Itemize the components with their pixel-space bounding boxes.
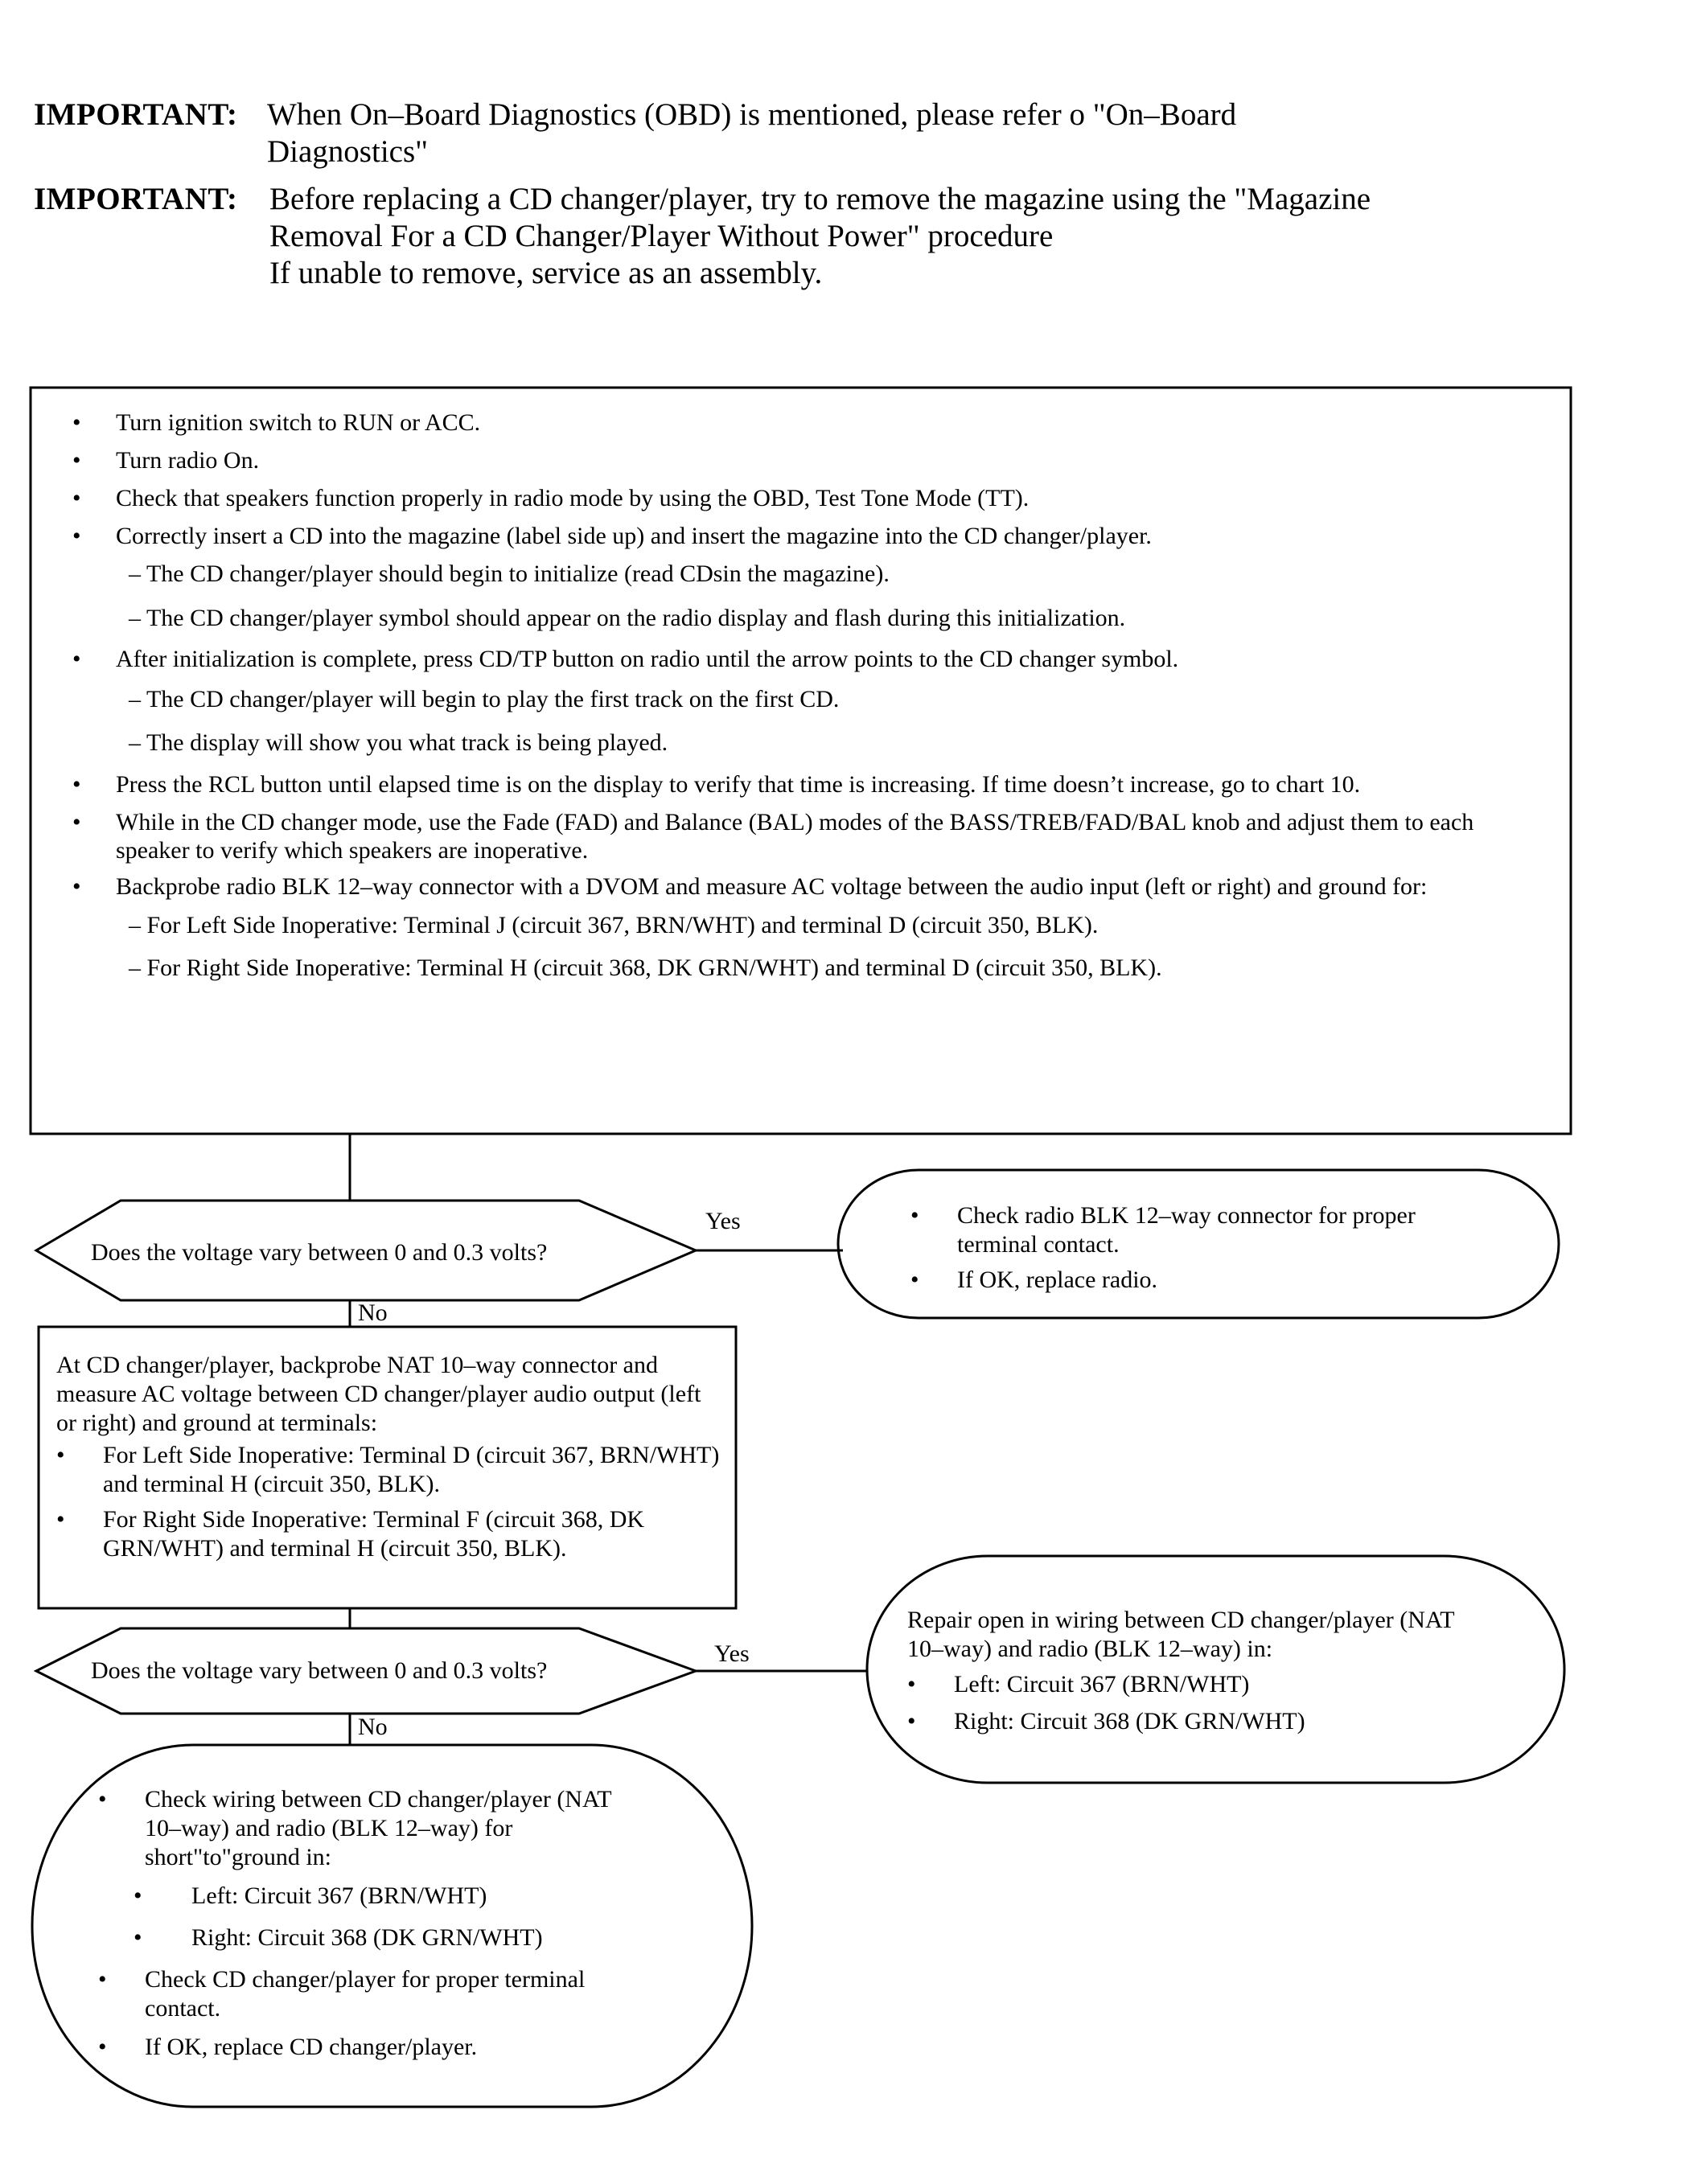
important-label: IMPORTANT: [34, 182, 238, 216]
procedure-step: • After initialization is complete, press CD/TP button on radio until the arrow points to the CD changer symbol. [79, 645, 1527, 673]
result-yes2-text [907, 1606, 1470, 1736]
procedure-substep: – The CD changer/player will begin to play the first track on the first CD. [129, 686, 840, 712]
notice-line: Before replacing a CD changer/player, try to remove the magazine using the "Magazine [269, 182, 1371, 216]
procedure-step: • Backprobe radio BLK 12–way connector with a DVOM and measure AC voltage between the audio input (left or right) and ground for: [79, 872, 1527, 901]
result-yes1-text [910, 1201, 1490, 1295]
result-item: • Check wiring between CD changer/player (NAT 10–way) and radio (BLK 12–way) for short"to"ground in: [98, 1785, 645, 1872]
result-item: • Right: Circuit 368 (DK GRN/WHT) [907, 1707, 1470, 1736]
procedure-substep: – The display will show you what track is being played. [129, 729, 668, 756]
decision1-question: Does the voltage vary between 0 and 0.3 volts? [91, 1239, 548, 1266]
important-label: IMPORTANT: [34, 97, 238, 132]
important-text [269, 181, 1572, 292]
result-item: • Check radio BLK 12–way connector for proper terminal contact. [910, 1201, 1490, 1259]
step2-item: • For Left Side Inoperative: Terminal D (circuit 367, BRN/WHT) and terminal H (circuit 350, BLK). [56, 1441, 724, 1499]
procedure-step: • Turn ignition switch to RUN or ACC. [79, 408, 1527, 437]
decision2-no-label: No [358, 1714, 388, 1740]
procedure-step: • While in the CD changer mode, use the Fade (FAD) and Balance (BAL) modes of the BASS/TREB/FAD/BAL knob and adjust them to each speaker to verify which speakers are inoperative. [79, 808, 1527, 864]
important-text [267, 96, 1570, 170]
result-yes2-intro: Repair open in wiring between CD changer/player (NAT 10–way) and radio (BLK 12–way) in: [907, 1607, 1455, 1662]
step2-item: • For Right Side Inoperative: Terminal F (circuit 368, DK GRN/WHT) and terminal H (circuit 350, BLK). [56, 1505, 724, 1563]
decision1-yes-label: Yes [705, 1208, 741, 1234]
step2-text [56, 1351, 724, 1563]
procedure-substep: – For Left Side Inoperative: Terminal J (circuit 367, BRN/WHT) and terminal D (circuit 350, BLK). [129, 912, 1099, 938]
notice-line: When On–Board Diagnostics (OBD) is mentioned, please refer o "On–Board [267, 97, 1237, 132]
result-item: • Left: Circuit 367 (BRN/WHT) [907, 1670, 1470, 1699]
result-item: • If OK, replace radio. [910, 1266, 1490, 1295]
result-item: • Check CD changer/player for proper terminal contact. [98, 1965, 645, 2023]
procedure-step: • Check that speakers function properly in radio mode by using the OBD, Test Tone Mode (TT). [79, 484, 1527, 512]
procedure-substep: – The CD changer/player symbol should appear on the radio display and flash during this initialization. [129, 605, 1126, 631]
result-item: • If OK, replace CD changer/player. [98, 2033, 645, 2062]
decision1-no-label: No [358, 1299, 388, 1326]
procedure-substep: – The CD changer/player should begin to initialize (read CDsin the magazine). [129, 560, 890, 587]
decision2-question: Does the voltage vary between 0 and 0.3 volts? [91, 1657, 548, 1684]
result-no2-text [98, 1785, 645, 2062]
result-subitem: • Left: Circuit 367 (BRN/WHT) [98, 1882, 645, 1911]
procedure-substep: – For Right Side Inoperative: Terminal H (circuit 368, DK GRN/WHT) and terminal D (circuit 350, BLK). [129, 954, 1162, 981]
decision2-yes-label: Yes [714, 1640, 750, 1667]
result-subitem: • Right: Circuit 368 (DK GRN/WHT) [98, 1923, 645, 1952]
notice-line: If unable to remove, service as an assembly. [269, 256, 823, 290]
procedure-step: • Correctly insert a CD into the magazine (label side up) and insert the magazine into the CD changer/player. [79, 522, 1527, 550]
procedure-step: • Turn radio On. [79, 446, 1527, 474]
step2-intro: At CD changer/player, backprobe NAT 10–way connector and measure AC voltage between CD changer/player audio output (left or right) and ground at terminals: [56, 1352, 701, 1436]
procedure-step-list [79, 408, 1527, 982]
notice-line: Diagnostics" [267, 134, 429, 169]
notice-line: Removal For a CD Changer/Player Without Power" procedure [269, 219, 1054, 253]
procedure-step: • Press the RCL button until elapsed time is on the display to verify that time is increasing. If time doesn’t increase, go to chart 10. [79, 770, 1527, 798]
